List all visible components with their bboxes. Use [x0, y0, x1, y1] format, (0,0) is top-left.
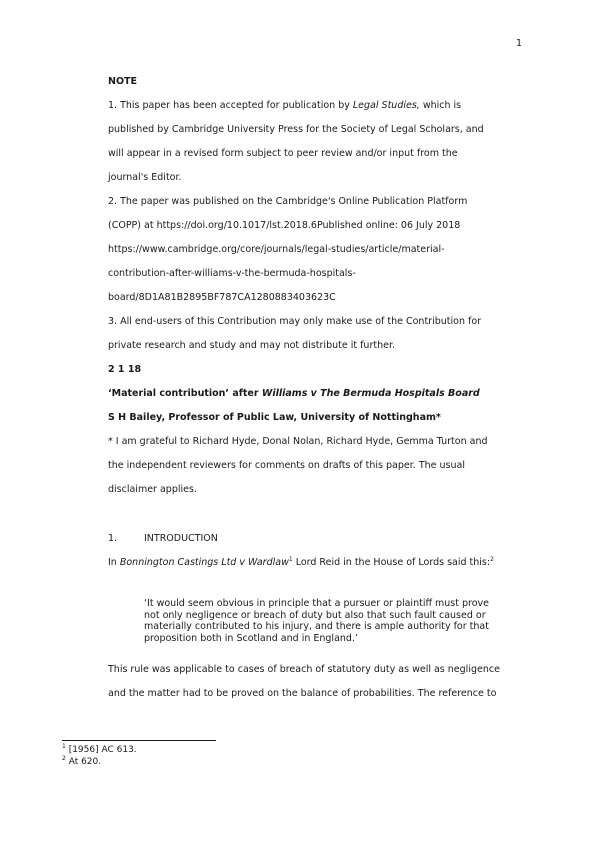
body-line: and the matter had to be proved on the balance of probabilities. The reference to	[108, 688, 497, 699]
author-line: S H Bailey, Professor of Public Law, University of Nottingham*	[108, 412, 441, 423]
intro-paragraph	[108, 556, 494, 570]
ack-line-3: disclaimer applies.	[108, 484, 197, 495]
footnote-2	[62, 756, 137, 768]
note-3-line-1: 3. All end-users of this Contribution may only make use of the Contribution for	[108, 316, 482, 327]
section-heading	[108, 532, 218, 546]
footnote-text: [1956] AC 613.	[65, 745, 137, 755]
note-heading: NOTE	[108, 76, 137, 87]
page-number: 1	[516, 38, 523, 49]
footnote-1	[62, 744, 137, 756]
body-paragraph	[108, 658, 520, 706]
footnote-ref-1[interactable]: 1	[288, 555, 293, 563]
footnotes	[62, 744, 137, 768]
note-1-text-end: which is	[419, 100, 462, 111]
quote-line: ‘It would seem obvious in principle that a pursuer or plaintiff must prove	[144, 598, 489, 609]
front-matter	[108, 70, 520, 502]
block-quote	[144, 598, 514, 644]
paper-title-case: Williams v The Bermuda Hospitals Board	[261, 388, 480, 399]
paper-title	[108, 382, 520, 406]
footnote-mark: 1	[62, 743, 66, 750]
cited-case: Bonnington Castings Ltd v Wardlaw	[119, 557, 289, 568]
note-2-line-2: (COPP) at https://doi.org/10.1017/lst.2018.6Published online: 06 July 2018	[108, 220, 461, 231]
note-1-line-4: journal's Editor.	[108, 172, 182, 183]
journal-name: Legal Studies,	[352, 100, 420, 111]
quote-line: materially contributed to his injury, and there is ample authority for that	[144, 621, 489, 632]
paper-title-text: ‘Material contribution’ after	[108, 388, 262, 399]
footnote-mark: 2	[62, 755, 66, 762]
note-3-line-2: private research and study and may not distribute it further.	[108, 340, 396, 351]
intro-text-mid: Lord Reid in the House of Lords said this:	[292, 557, 491, 568]
note-2-line-5: board/8D1A81B2895BF787CA1280883403623C	[108, 292, 336, 303]
section-title: INTRODUCTION	[144, 533, 218, 544]
quote-line: not only negligence or breach of duty but also that such fault caused or	[144, 609, 486, 621]
quote-line: proposition both in Scotland and in England.’	[144, 632, 358, 644]
intro-text-start: In	[108, 557, 120, 568]
note-2-line-1: 2. The paper was published on the Cambridge's Online Publication Platform	[108, 196, 468, 207]
ack-line-1: * I am grateful to Richard Hyde, Donal Nolan, Richard Hyde, Gemma Turton and	[108, 436, 488, 447]
footnote-ref-2[interactable]: 2	[490, 555, 494, 563]
note-1-line-1	[108, 94, 520, 118]
body-line: This rule was applicable to cases of breach of statutory duty as well as negligence	[108, 664, 500, 675]
note-1-line-2: published by Cambridge University Press for the Society of Legal Scholars, and	[108, 124, 484, 135]
note-1-line-3: will appear in a revised form subject to peer review and/or input from the	[108, 148, 458, 159]
note-2-line-3: https://www.cambridge.org/core/journals/legal-studies/article/material-	[108, 244, 445, 255]
ack-line-2: the independent reviewers for comments on drafts of this paper. The usual	[108, 460, 465, 471]
date-line: 2 1 18	[108, 364, 142, 375]
section-number: 1.	[108, 533, 118, 544]
note-1-text: 1. This paper has been accepted for publication by	[108, 100, 353, 111]
note-2-line-4: contribution-after-williams-v-the-bermuda-hospitals-	[108, 268, 356, 279]
footnote-separator	[62, 740, 216, 741]
footnote-text: At 620.	[65, 757, 102, 767]
